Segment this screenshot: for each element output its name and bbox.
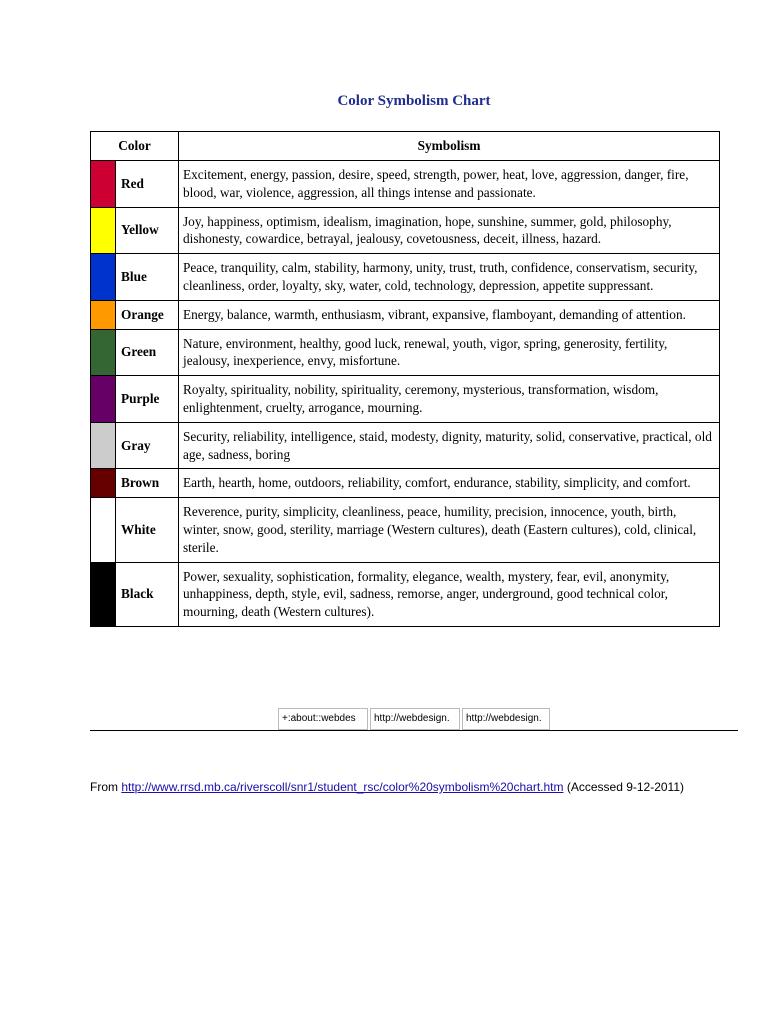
color-swatch: [91, 498, 116, 562]
color-swatch: [91, 469, 116, 498]
table-row: [91, 254, 720, 301]
color-name: Blue: [116, 254, 179, 301]
color-swatch: [91, 254, 116, 301]
table-row: [91, 422, 720, 469]
table-row: [91, 498, 720, 562]
color-symbolism-table: [90, 131, 720, 627]
table-row: [91, 562, 720, 626]
source-citation: [90, 777, 710, 798]
table-row: [91, 300, 720, 329]
symbolism-text: Earth, hearth, home, outdoors, reliability, comfort, endurance, stability, simplicity, and comfort.: [179, 469, 720, 498]
color-swatch: [91, 329, 116, 376]
horizontal-divider: [90, 730, 738, 731]
source-accessed: (Accessed 9-12-2011): [566, 780, 685, 794]
symbolism-text: Nature, environment, healthy, good luck, renewal, youth, vigor, spring, generosity, fertility, jealousy, inexperience, envy, misfortune.: [179, 329, 720, 376]
color-swatch: [91, 300, 116, 329]
browser-tab[interactable]: http://webdesign.: [462, 708, 550, 730]
table-row: [91, 376, 720, 423]
color-name: Black: [116, 562, 179, 626]
symbolism-text: Peace, tranquility, calm, stability, harmony, unity, trust, truth, confidence, conservatism, security, cleanliness, order, loyalty, sky, water, cold, technology, depression, appetite suppressant.: [179, 254, 720, 301]
color-swatch: [91, 161, 116, 208]
table-row: [91, 161, 720, 208]
color-name: White: [116, 498, 179, 562]
color-name: Red: [116, 161, 179, 208]
symbolism-text: Energy, balance, warmth, enthusiasm, vibrant, expansive, flamboyant, demanding of attention.: [179, 300, 720, 329]
browser-tab[interactable]: +:about::webdes: [278, 708, 368, 730]
source-prefix: From: [90, 780, 118, 794]
source-link[interactable]: http://www.rrsd.mb.ca/riverscoll/snr1/student_rsc/color%20symbolism%20chart.htm: [121, 780, 564, 794]
table-header-row: [91, 132, 720, 161]
color-swatch: [91, 376, 116, 423]
color-name: Green: [116, 329, 179, 376]
symbolism-column-header: Symbolism: [179, 132, 720, 161]
color-swatch: [91, 207, 116, 254]
color-name: Gray: [116, 422, 179, 469]
page-title: Color Symbolism Chart: [337, 93, 491, 109]
color-name: Brown: [116, 469, 179, 498]
symbolism-text: Security, reliability, intelligence, staid, modesty, dignity, maturity, solid, conservative, practical, old age, sadness, boring: [179, 422, 720, 469]
color-name: Yellow: [116, 207, 179, 254]
color-name: Orange: [116, 300, 179, 329]
color-swatch: [91, 422, 116, 469]
table-row: [91, 207, 720, 254]
symbolism-text: Joy, happiness, optimism, idealism, imagination, hope, sunshine, summer, gold, philosophy, dishonesty, cowardice, betrayal, jealousy, covetousness, deceit, illness, hazard.: [179, 207, 720, 254]
symbolism-text: Reverence, purity, simplicity, cleanliness, peace, humility, precision, innocence, youth, birth, winter, snow, good, sterility, marriage (Western cultures), death (Eastern cultures), cold, clinical, sterile.: [179, 498, 720, 562]
color-column-header: Color: [91, 132, 179, 161]
color-swatch: [91, 562, 116, 626]
symbolism-text: Power, sexuality, sophistication, formality, elegance, wealth, mystery, fear, evil, anonymity, unhappiness, depth, style, evil, sadness, remorse, anger, underground, good technical color, mourning, death (Western cultures).: [179, 562, 720, 626]
symbolism-text: Excitement, energy, passion, desire, speed, strength, power, heat, love, aggression, danger, fire, blood, war, violence, aggression, all things intense and passionate.: [179, 161, 720, 208]
browser-tab-strip: [278, 708, 552, 730]
table-row: [91, 329, 720, 376]
symbolism-text: Royalty, spirituality, nobility, spirituality, ceremony, mysterious, transformation, wisdom, enlightenment, cruelty, arrogance, mourning.: [179, 376, 720, 423]
color-name: Purple: [116, 376, 179, 423]
table-row: [91, 469, 720, 498]
browser-tab[interactable]: http://webdesign.: [370, 708, 460, 730]
